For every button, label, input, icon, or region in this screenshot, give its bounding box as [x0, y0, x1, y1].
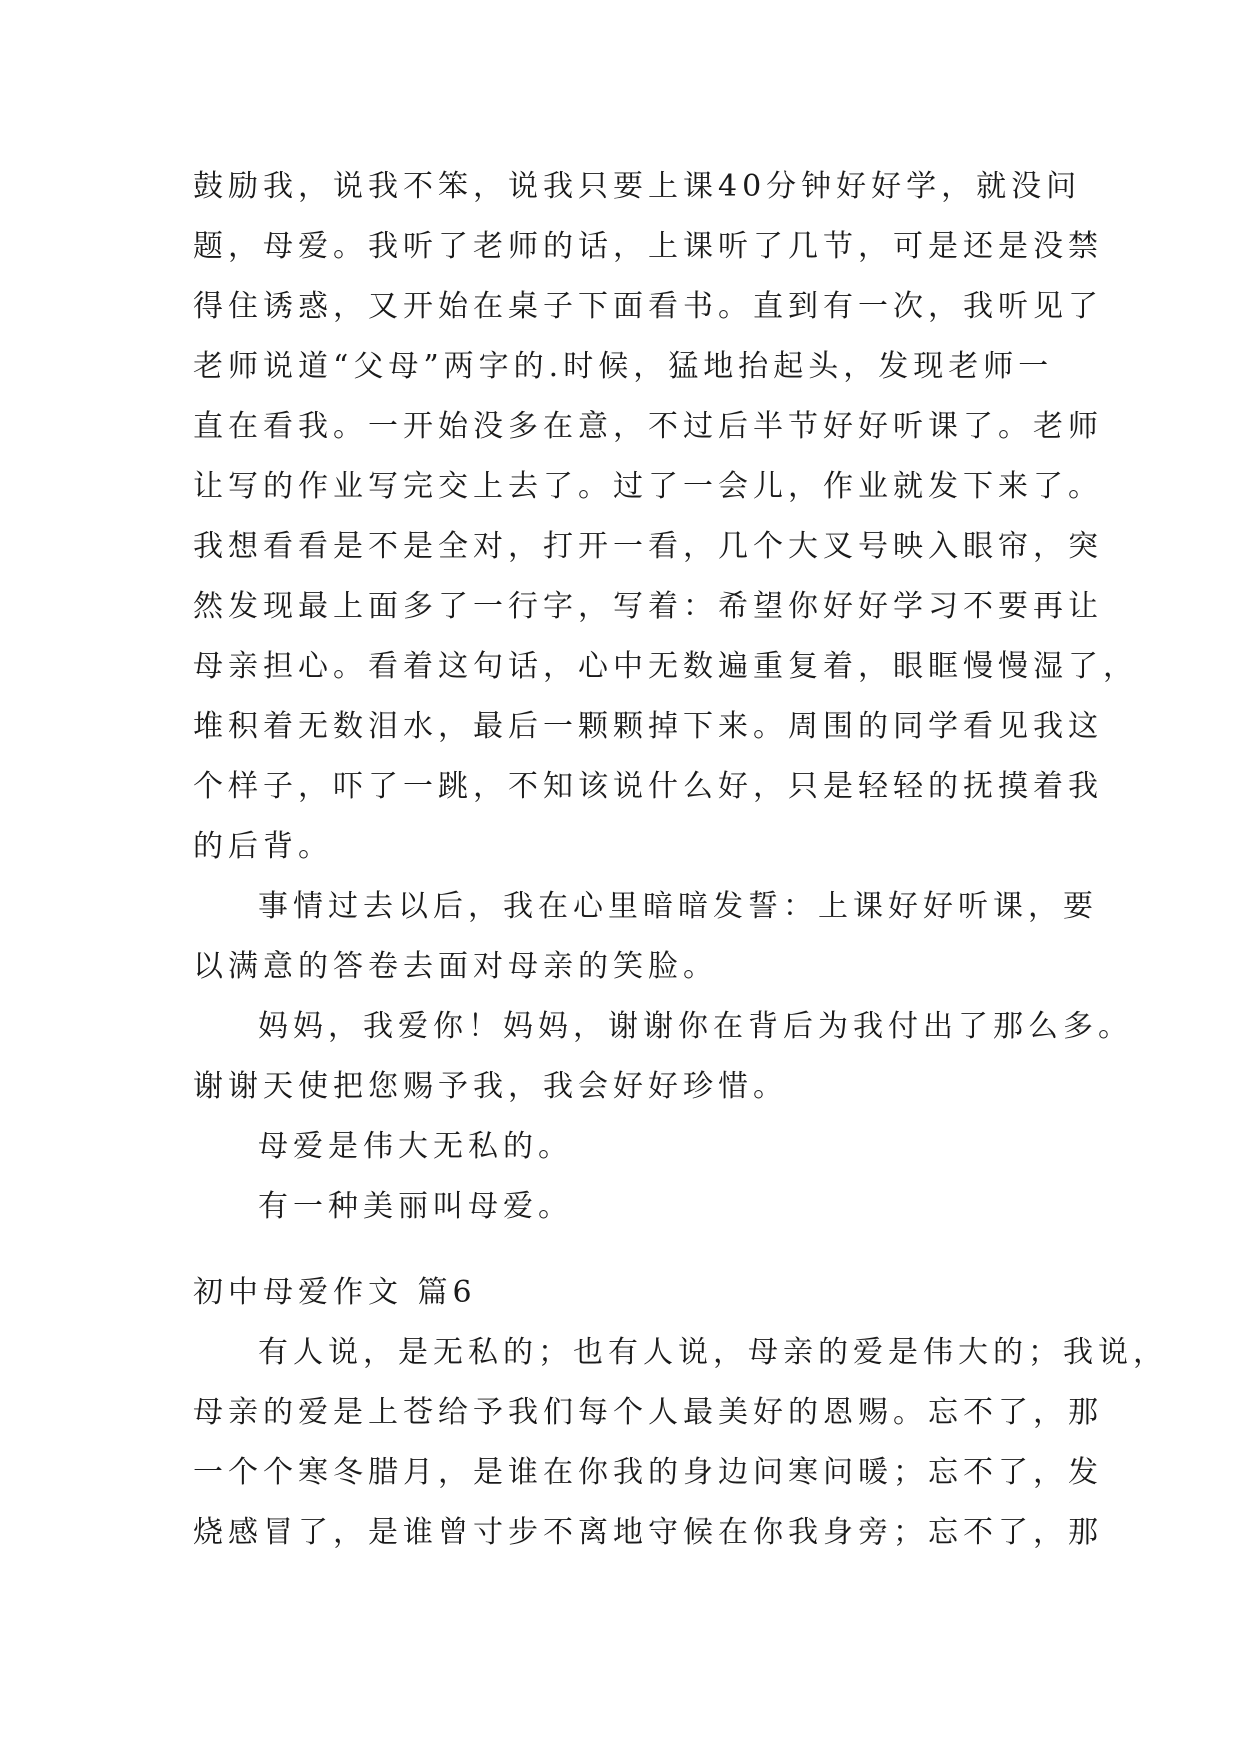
body-line: 得住诱惑，又开始在桌子下面看书。直到有一次，我听见了 [193, 289, 1103, 324]
body-line: 个样子，吓了一跳，不知该说什么好，只是轻轻的抚摸着我 [193, 769, 1103, 804]
body-line: 直在看我。一开始没多在意，不过后半节好好听课了。老师 [193, 409, 1103, 444]
body-line: 我想看看是不是全对，打开一看，几个大叉号映入眼帘，突 [193, 529, 1103, 564]
body-line: 母亲的爱是上苍给予我们每个人最美好的恩赐。忘不了，那 [193, 1395, 1103, 1430]
body-line: 题，母爱。我听了老师的话，上课听了几节，可是还是没禁 [193, 229, 1103, 264]
body-line: 让写的作业写完交上去了。过了一会儿，作业就发下来了。 [193, 469, 1103, 504]
essay-body-continued [193, 157, 1138, 1237]
essay-section-6 [193, 1263, 1168, 1563]
body-line: 老师说道“父母”两字的.时候，猛地抬起头，发现老师一 [193, 349, 1054, 384]
section-heading: 初中母爱作文 篇6 [193, 1275, 477, 1310]
body-line: 以满意的答卷去面对母亲的笑脸。 [193, 949, 718, 984]
body-line: 的后背。 [193, 829, 333, 864]
body-line: 谢谢天使把您赐予我，我会好好珍惜。 [193, 1069, 788, 1104]
paragraph-start-line: 事情过去以后，我在心里暗暗发誓：上课好好听课，要 [258, 889, 1098, 924]
body-line: 烧感冒了，是谁曾寸步不离地守候在你我身旁；忘不了，那 [193, 1515, 1103, 1550]
paragraph-start-line: 有人说，是无私的；也有人说，母亲的爱是伟大的；我说， [258, 1335, 1168, 1370]
paragraph-start-line: 母爱是伟大无私的。 [258, 1129, 573, 1164]
body-line: 堆积着无数泪水，最后一颗颗掉下来。周围的同学看见我这 [193, 709, 1103, 744]
body-line: 鼓励我，说我不笨，说我只要上课40分钟好好学，就没问 [193, 169, 1082, 204]
paragraph-start-line: 妈妈，我爱你！妈妈，谢谢你在背后为我付出了那么多。 [258, 1009, 1133, 1044]
paragraph-start-line: 有一种美丽叫母爱。 [258, 1189, 573, 1224]
body-line: 母亲担心。看着这句话，心中无数遍重复着，眼眶慢慢湿了， [193, 649, 1138, 684]
body-line: 一个个寒冬腊月，是谁在你我的身边问寒问暖；忘不了，发 [193, 1455, 1103, 1490]
body-line: 然发现最上面多了一行字，写着：希望你好好学习不要再让 [193, 589, 1103, 624]
